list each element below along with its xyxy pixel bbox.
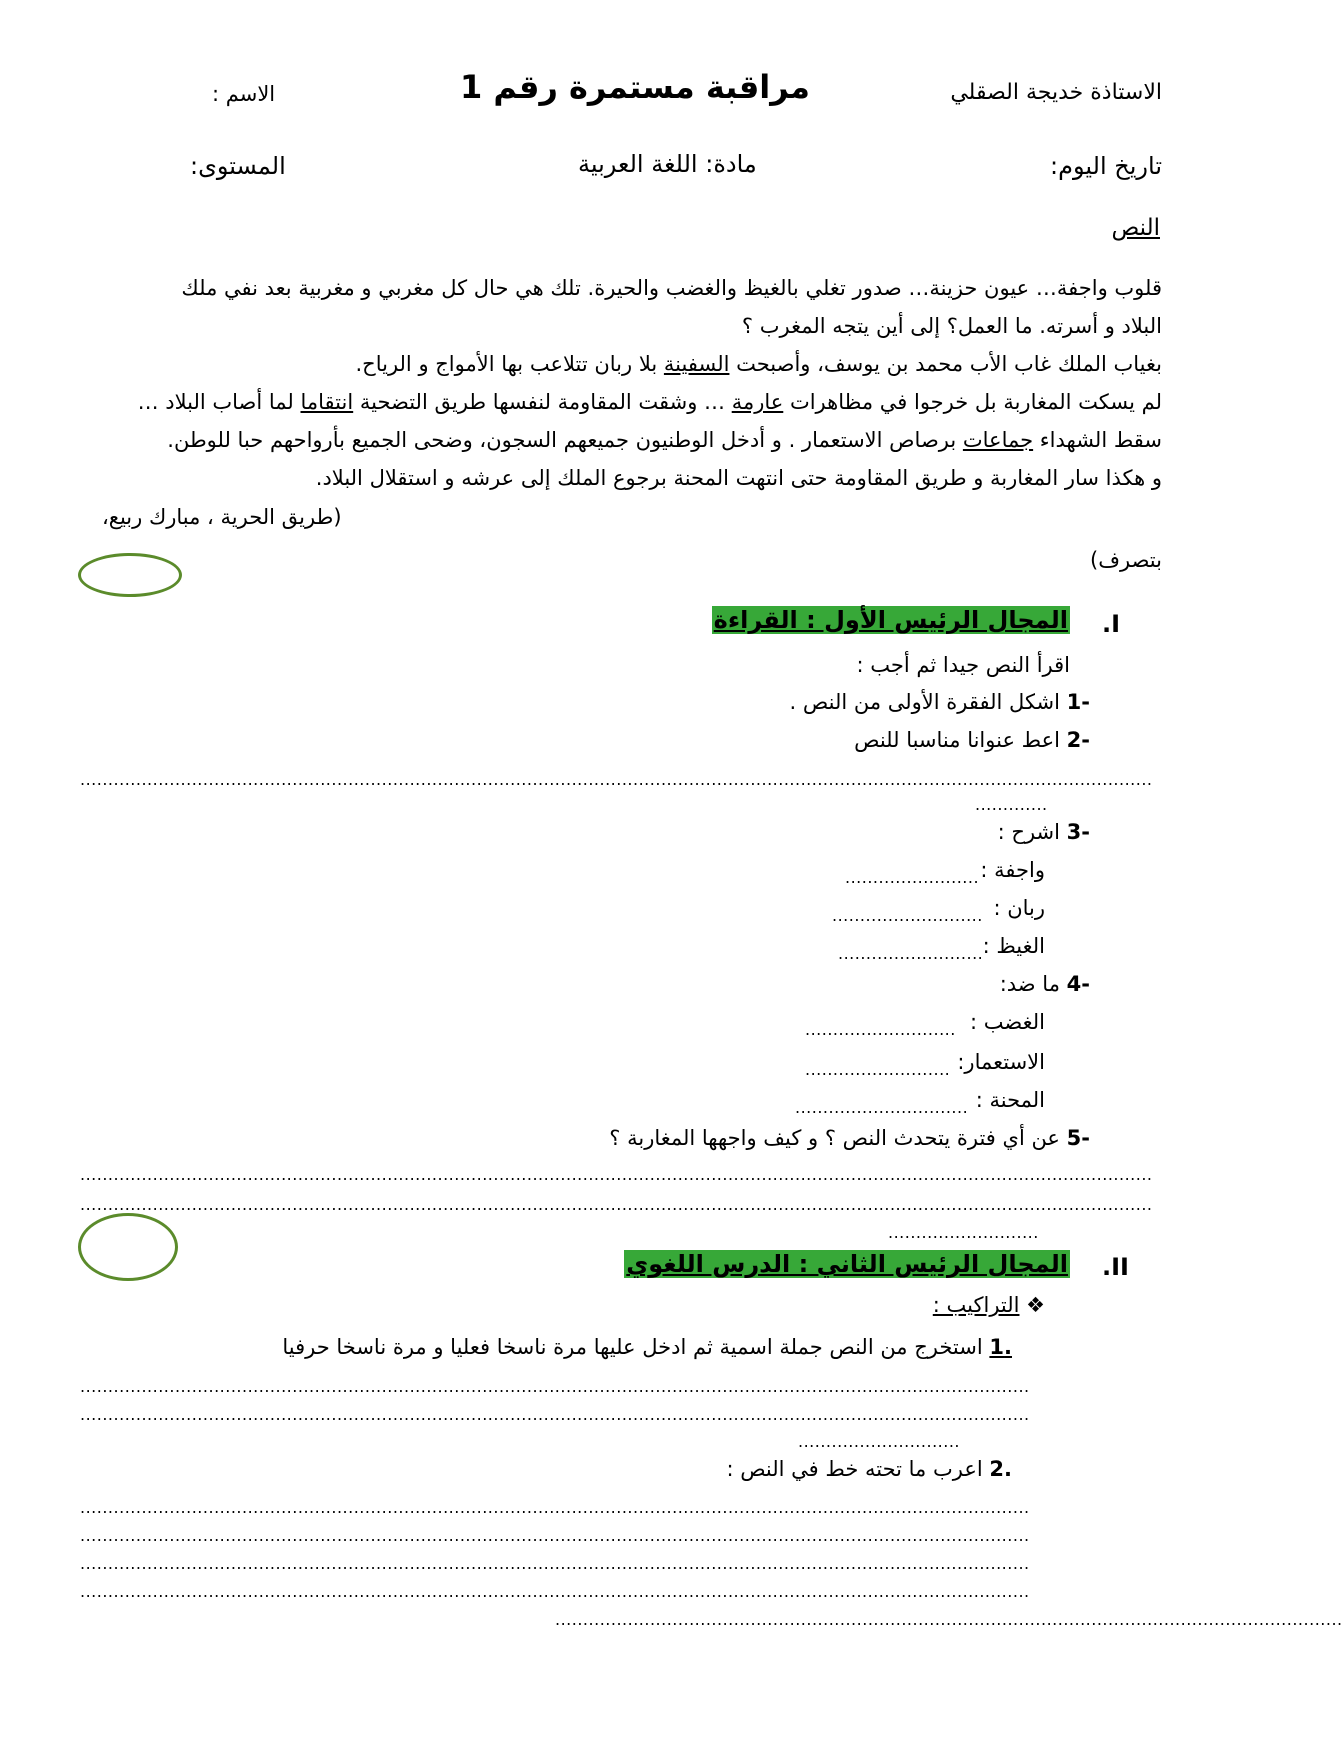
answer-line[interactable]: ............................................................................................................................................. [555, 1610, 1343, 1629]
word-mihna: المحنة : [975, 1088, 1045, 1112]
word-ghayz: الغيظ : [982, 934, 1045, 958]
question-5: -5 عن أي فترة يتحدث النص ؟ و كيف واجهها المغاربة ؟ [609, 1126, 1090, 1150]
subject-value: اللغة العربية [578, 150, 698, 178]
level-label: المستوى: [190, 152, 286, 180]
question-4: -4 ما ضد: [999, 972, 1090, 996]
section2-number: .II [1102, 1253, 1129, 1281]
section2-subheading: ❖ التراكيب : [932, 1293, 1045, 1317]
text-heading: النص [1111, 215, 1160, 241]
question-2: -2 اعط عنوانا مناسبا للنص [854, 728, 1090, 752]
underlined-word-intiqama: انتقاما [300, 390, 354, 414]
answer-line[interactable]: .......................... [838, 944, 984, 963]
text-source: (طريق الحرية ، مبارك ربيع، [102, 505, 342, 529]
text-line-2: البلاد و أسرته. ما العمل؟ إلى أين يتجه المغرب ؟ [741, 314, 1162, 338]
underlined-word-arima: عارمة [731, 390, 784, 414]
section1-title: المجال الرئيس الأول : القراءة [713, 606, 1068, 634]
bullet-icon: ❖ [1026, 1293, 1045, 1317]
answer-line[interactable]: ............. [975, 795, 1048, 814]
teacher-name: الاستاذة خديجة الصقلي [950, 80, 1162, 105]
word-wajifa: واجفة : [980, 858, 1045, 882]
answer-line[interactable]: ........................... [888, 1223, 1039, 1242]
name-label: الاسم : [212, 82, 276, 106]
answer-line[interactable]: ............................... [795, 1098, 969, 1117]
word-rubban: ربان : [993, 896, 1045, 920]
text-line-6: و هكذا سار المغاربة و طريق المقاومة حتى انتهت المحنة برجوع الملك إلى عرشه و استقلال البلاد. [315, 466, 1162, 490]
section1-intro: اقرأ النص جيدا ثم أجب : [856, 653, 1070, 677]
page-title: مراقبة مستمرة رقم 1 [460, 68, 810, 106]
answer-line[interactable]: ................................................................................................................................................................................................ [80, 1195, 1153, 1214]
text-line-1: قلوب واجفة… عيون حزينة… صدور تغلي بالغيظ والغضب والحيرة. تلك هي حال كل مغربي و مغربية بعد نفي ملك [181, 276, 1162, 300]
answer-line[interactable]: ................................................................................................................................................................................................ [80, 1165, 1153, 1184]
section1-number: .I [1102, 610, 1121, 638]
text-line-5: سقط الشهداء جماعات برصاص الاستعمار . و أدخل الوطنيون جميعهم السجون، وضحى الجميع بأرواحهم حبا للوطن. [167, 428, 1162, 452]
date-label: تاريخ اليوم: [1050, 152, 1162, 180]
answer-line[interactable]: .......................... [805, 1060, 951, 1079]
answer-line[interactable]: ........................ [845, 868, 980, 887]
word-ghadab: الغضب : [970, 1010, 1045, 1034]
decorative-oval [78, 553, 182, 597]
word-istiamar: الاستعمار: [957, 1050, 1045, 1074]
answer-line[interactable]: .......................................................................................................................................................................... [80, 1582, 1030, 1601]
subject [578, 150, 757, 178]
answer-line[interactable]: ............................. [798, 1432, 960, 1451]
underlined-word-jamaat: جماعات [962, 428, 1034, 452]
answer-line[interactable]: .......................................................................................................................................................................... [80, 1526, 1030, 1545]
answer-line[interactable]: ........................... [805, 1020, 956, 1039]
text-line-4: لم يسكت المغاربة بل خرجوا في مظاهرات عارمة … وشقت المقاومة لنفسها طريق التضحية انتقاما لما أصاب البلاد … [137, 390, 1162, 414]
answer-line[interactable]: ........................... [832, 906, 983, 925]
text-adapted: بتصرف) [1090, 548, 1162, 572]
subject-label: مادة: [705, 150, 757, 178]
decorative-oval [78, 1213, 178, 1281]
answer-line[interactable]: ................................................................................................................................................................................................ [80, 770, 1153, 789]
underlined-word-safina: السفينة [663, 352, 730, 376]
text-line-3: بغياب الملك غاب الأب محمد بن يوسف، وأصبحت السفينة بلا ربان تتلاعب بها الأمواج و الرياح. [355, 352, 1162, 376]
grammar-question-2: .2 اعرب ما تحته خط في النص : [726, 1457, 1012, 1481]
answer-line[interactable]: .......................................................................................................................................................................... [80, 1554, 1030, 1573]
section2-title: المجال الرئيس الثاني : الدرس اللغوي [626, 1250, 1068, 1278]
answer-line[interactable]: .......................................................................................................................................................................... [80, 1498, 1030, 1517]
grammar-question-1: .1 استخرج من النص جملة اسمية ثم ادخل عليها مرة ناسخا فعليا و مرة ناسخا حرفيا [282, 1335, 1012, 1359]
answer-line[interactable]: .......................................................................................................................................................................... [80, 1405, 1030, 1424]
answer-line[interactable]: .......................................................................................................................................................................... [80, 1377, 1030, 1396]
question-1: -1 اشكل الفقرة الأولى من النص . [789, 690, 1090, 714]
question-3: -3 اشرح : [997, 820, 1090, 844]
